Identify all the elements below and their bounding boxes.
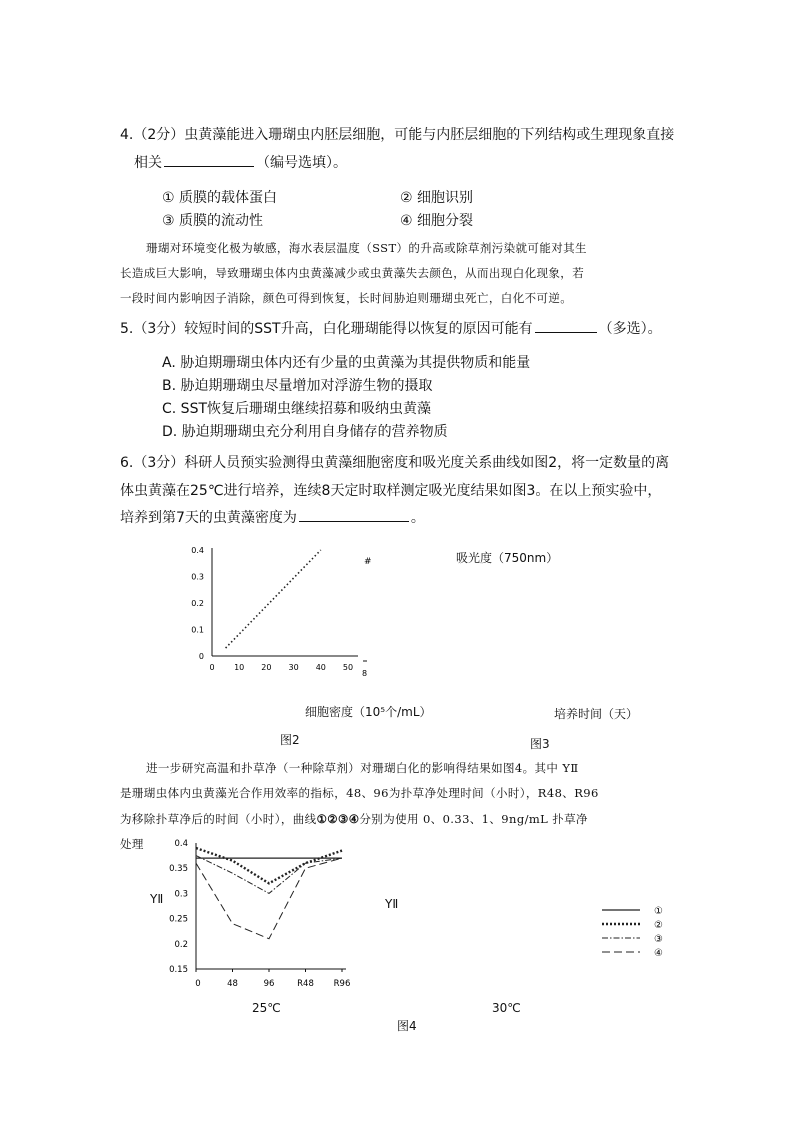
fig4-xtick-label: 96	[263, 979, 275, 989]
fig4-right-temp: 30℃	[492, 1001, 521, 1015]
fig4-series-4	[196, 858, 342, 939]
fig4-ytick-label: 0.25	[169, 914, 188, 925]
legend-label-3: ③	[654, 934, 663, 945]
fig4-legend	[598, 900, 678, 962]
fig3-caption: 图3	[530, 737, 550, 751]
fig4-xtick-label: R48	[297, 979, 314, 989]
fig4-right-ylabel: YⅡ	[385, 897, 399, 911]
fig2-xtick-label: 0	[209, 663, 215, 672]
fig2-xlabel: 细胞密度（10⁵个/mL）	[305, 705, 432, 719]
passage2-line1: 进一步研究高温和扑草净（一种除草剂）对珊瑚白化的影响得结果如图4。其中 YⅡ	[146, 761, 579, 775]
fig2-ytick-label: 0	[198, 652, 204, 661]
fig3-xlabel: 培养时间（天）	[554, 707, 639, 721]
passage1-line1: 珊瑚对环境变化极为敏感，海水表层温度（SST）的升高或除草剂污染就可能对其生	[146, 241, 587, 255]
figure-4-chart	[160, 835, 360, 995]
fig4-ytick-label: 0.35	[169, 864, 188, 875]
passage2-line3-b: 分别为使用 0、0.33、1、9ng/mL 扑草净	[359, 812, 588, 826]
q6-line3-b: 。	[410, 510, 425, 526]
q6-line3-a: 培养到第7天的虫黄藻密度为	[120, 510, 297, 526]
fig2-caption: 图2	[280, 733, 300, 747]
passage2-line2: 是珊瑚虫体内虫黄藻光合作用效率的指标，48、96为扑草净处理时间（小时），R48、R96	[120, 786, 599, 800]
fig2-stray-mark: #	[364, 557, 372, 567]
fig3-ylabel: 吸光度（750nm）	[456, 551, 559, 565]
q4-option-4: ④ 细胞分裂	[400, 213, 474, 229]
fig2-ytick-label: 0.1	[191, 625, 204, 635]
fig2-xtick-label: 20	[261, 663, 272, 672]
q5-stem	[120, 318, 662, 338]
q5-option-a: A. 胁迫期珊瑚虫体内还有少量的虫黄藻为其提供物质和能量	[162, 355, 531, 371]
legend-label-4: ④	[654, 948, 663, 959]
fig2-xtick-label: 30	[288, 663, 299, 672]
fig4-ylabel: YⅡ	[150, 892, 164, 906]
fig2-xtick-label: 40	[315, 663, 326, 672]
figure-2-chart	[180, 540, 380, 690]
q6-line2: 体虫黄藻在25℃进行培养，连续8天定时取样测定吸光度结果如图3。在以上预实验中，	[120, 483, 662, 499]
q4-line2	[134, 152, 347, 172]
fig4-caption: 图4	[397, 1019, 417, 1033]
fig4-xtick-label: 0	[195, 979, 201, 989]
fig2-series-line	[226, 550, 321, 648]
q4-option-1: ① 质膜的载体蛋白	[162, 190, 278, 206]
fig4-left-temp: 25℃	[252, 1001, 281, 1015]
fig2-ytick-label: 0.4	[191, 546, 204, 555]
fig4-xtick-label: 48	[227, 979, 238, 989]
q5-option-c: C. SST恢复后珊瑚虫继续招募和吸纳虫黄藻	[162, 401, 431, 417]
fig2-xtick-label: 50	[342, 663, 354, 672]
q4-line1: 4.（2分）虫黄藻能进入珊瑚虫内胚层细胞，可能与内胚层细胞的下列结构或生理现象直接	[120, 127, 675, 143]
fig4-xtick-label: R96	[333, 979, 351, 989]
passage2-line3-a: 为移除扑草净后的时间（小时），曲线	[120, 812, 317, 826]
q4-option-3: ③ 质膜的流动性	[162, 213, 264, 229]
passage2-line4: 处理	[120, 837, 144, 851]
q6-line3	[120, 507, 425, 527]
passage1-line3: 一段时间内影响因子消除，颜色可得到恢复，长时间胁迫则珊瑚虫死亡，白化不可逆。	[120, 291, 573, 305]
q5-option-d: D. 胁迫期珊瑚虫充分利用自身储存的营养物质	[162, 424, 448, 440]
legend-label-2: ②	[654, 920, 663, 931]
q4-line2-a: 相关	[134, 155, 162, 171]
q4-line2-b: （编号选填）。	[256, 155, 347, 171]
q4-answer-blank[interactable]	[164, 152, 254, 167]
fig4-ytick-label: 0.3	[174, 889, 188, 900]
passage2-curve-numbers: ①②③④	[316, 812, 360, 826]
fig4-series-3	[196, 856, 342, 894]
q5-stem-a: 5.（3分）较短时间的SST升高，白化珊瑚能得以恢复的原因可能有	[120, 321, 533, 337]
q5-stem-b: （多选）。	[598, 321, 662, 337]
q4-option-2: ② 细胞识别	[400, 190, 474, 206]
fig2-ytick-label: 0.3	[191, 572, 204, 582]
passage1-line2: 长造成巨大影响，导致珊瑚虫体内虫黄藻减少或虫黄藻失去颜色，从而出现白化现象，若	[120, 266, 585, 280]
fig4-ytick-label: 0.15	[169, 965, 188, 975]
q6-answer-blank[interactable]	[299, 507, 409, 522]
fig4-ytick-label: 0.4	[174, 839, 188, 849]
fig2-stray-tick: 8	[362, 669, 368, 678]
q5-option-b: B. 胁迫期珊瑚虫尽量增加对浮游生物的摄取	[162, 378, 433, 394]
q5-answer-blank[interactable]	[535, 318, 597, 333]
fig2-xtick-label: 10	[234, 663, 245, 672]
passage2-line3	[120, 811, 588, 827]
fig4-ytick-label: 0.2	[174, 939, 188, 950]
fig2-ytick-label: 0.2	[191, 599, 204, 608]
q6-line1: 6.（3分）科研人员预实验测得虫黄藻细胞密度和吸光度关系曲线如图2，将一定数量的离	[120, 455, 670, 471]
legend-label-1: ①	[654, 906, 663, 917]
